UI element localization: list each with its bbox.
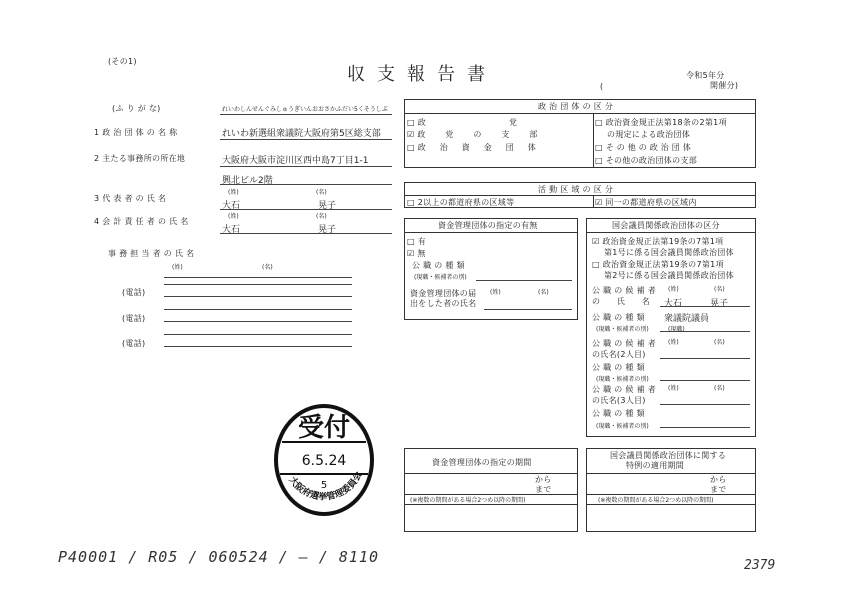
diet-cand-line [660, 306, 750, 307]
diet-office-type: 公 職 の 種 類 [592, 313, 645, 322]
stamp-ring-text: 大阪府選挙管理委員会 [286, 470, 365, 503]
checkbox-icon: □ [595, 118, 603, 127]
diet-cand2-b: の氏名(2人目) [592, 350, 646, 359]
diet-opt1-b: 第1号に係る国会議員関係政治団体 [604, 248, 734, 257]
diet-cand-b: の 氏 名 [592, 297, 651, 306]
phone-line-2a [164, 309, 352, 310]
period-open: ( [600, 82, 604, 91]
diet-header: 国会議員関係政治団体の区分 [612, 221, 720, 230]
acc-surname-label: (姓) [228, 213, 239, 220]
fund-no: ☑ 無 [407, 249, 426, 258]
phone-line-1b [164, 296, 352, 297]
fund-header: 資金管理団体の指定の有無 [438, 221, 538, 230]
acc-given: 晃子 [318, 225, 337, 235]
phone-label-3: (電話) [122, 339, 146, 348]
page-number: 2379 [744, 558, 776, 573]
diet-office-note: (現職・候補者の別) [596, 326, 649, 333]
fund-period-to: まで [535, 485, 552, 494]
rep-surname: 大石 [222, 201, 241, 211]
org-type-art18-b: の規定による政治団体 [607, 130, 690, 139]
period-close: 開催分) [710, 81, 739, 90]
org-name-line [220, 139, 392, 140]
org-type-header: 政 治 団 体 の 区 分 [538, 102, 614, 111]
diet-office-status: (現職) [668, 326, 685, 333]
diet-opt2: □ 政治資金規正法第19条の7第1項 [592, 260, 724, 269]
checkbox-checked-icon: ☑ [407, 130, 415, 139]
phone-line-2b [164, 321, 352, 322]
phone-line-3b [164, 346, 352, 347]
diet-office3-type: 公 職 の 種 類 [592, 409, 645, 418]
diet-cand2-surname-label: (姓) [668, 339, 679, 346]
staff-surname-label: (姓) [172, 264, 183, 271]
phone-line-3a [164, 334, 352, 335]
diet-period-note: (※複数の期間がある場合2つめ以降の期間) [598, 497, 714, 504]
rep-given: 晃子 [318, 201, 337, 211]
checkbox-icon: □ [407, 143, 415, 152]
org-type-party: □ 政 党 [407, 118, 518, 127]
fund-surname-label: (姓) [490, 289, 501, 296]
fund-given-label: (名) [538, 289, 549, 296]
diet-cand2-given-label: (名) [714, 339, 725, 346]
fund-designator-a: 資金管理団体の届 [410, 289, 477, 298]
area-header: 活 動 区 域 の 区 分 [538, 185, 614, 194]
stamp-date: 6.5.24 [301, 453, 347, 469]
address-line1-rule [220, 166, 392, 167]
address-line1: 大阪府大阪市淀川区西中島7丁目1-1 [222, 156, 369, 166]
fund-office-line [476, 280, 572, 281]
diet-cand-surname: 大石 [664, 299, 683, 309]
page-title: 収支報告書 [347, 64, 497, 85]
diet-cand3-surname-label: (姓) [668, 385, 679, 392]
org-type-art18: □ 政治資金規正法第18条の2第1項 [595, 118, 727, 127]
furigana-label: (ふ り が な) [112, 104, 161, 113]
staff-given-label: (名) [262, 264, 273, 271]
diet-cand-surname-label: (姓) [668, 286, 679, 293]
phone-line-1a [164, 284, 352, 285]
diet-period-to: まで [710, 485, 727, 494]
rep-given-label: (名) [316, 189, 327, 196]
phone-label-2: (電話) [122, 314, 146, 323]
staff-name-line [164, 277, 352, 278]
fund-period-header: 資金管理団体の指定の期間 [432, 458, 532, 467]
fund-period-from: から [535, 475, 552, 484]
checkbox-icon: □ [407, 118, 415, 127]
fund-period-note: (※複数の期間がある場合2つめ以降の期間) [410, 497, 526, 504]
org-type-branch: ☑ 政 党 の 支 部 [407, 130, 544, 139]
fund-designator-b: 出をした者の氏名 [410, 299, 477, 308]
diet-period-header-b: 特例の適用期間 [626, 461, 685, 470]
address-line2: 興北ビル2階 [222, 176, 273, 186]
diet-office2-type: 公 職 の 種 類 [592, 363, 645, 372]
diet-office-value: 衆議院議員 [664, 314, 710, 324]
page-label: (その1) [108, 57, 137, 66]
acc-surname: 大石 [222, 225, 241, 235]
diet-opt2-b: 第2号に係る国会議員関係政治団体 [604, 271, 734, 280]
acc-line [220, 233, 392, 234]
stamp-num: 5 [320, 480, 328, 491]
org-type-fund: □ 政 治 資 金 団 体 [407, 143, 539, 152]
diet-cand3-a: 公 職 の 候 補 者 [592, 385, 657, 394]
diet-cand2-line [660, 358, 750, 359]
fund-office-note: (現職・候補者の別) [414, 274, 467, 281]
area-single: ☑ 同一の都道府県の区域内 [595, 198, 697, 207]
acc-given-label: (名) [316, 213, 327, 220]
org-name-value: れいわ新選組衆議院大阪府第5区総支部 [222, 129, 381, 139]
diet-cand2-a: 公 職 の 候 補 者 [592, 339, 657, 348]
checkbox-checked-icon: ☑ [595, 198, 603, 207]
diet-opt1: ☑ 政治資金規正法第19条の7第1項 [592, 237, 724, 246]
fund-designator-line [484, 309, 572, 310]
org-type-other-branch: □ その他の政治団体の支部 [595, 156, 698, 165]
fund-office-type: 公 職 の 種 類 [412, 261, 465, 270]
checkbox-icon: □ [407, 198, 415, 207]
diet-office3-note: (現職・候補者の別) [596, 423, 649, 430]
checkbox-icon: □ [595, 143, 603, 152]
area-multi: □ 2以上の都道府県の区域等 [407, 198, 515, 207]
furigana-value: れいわしんせんぐみしゅうぎいんおおさかふだい5くそうしぶ [222, 106, 388, 113]
checkbox-checked-icon: ☑ [592, 237, 600, 246]
diet-office2-line [660, 380, 750, 381]
representative-label: 3 代 表 者 の 氏 名 [94, 194, 167, 203]
diet-cand-a: 公 職 の 候 補 者 [592, 286, 657, 295]
checkbox-checked-icon: ☑ [407, 249, 415, 258]
org-type-other: □ その他の政治団体 [595, 143, 694, 152]
checkbox-icon: □ [407, 237, 415, 246]
diet-office3-line [660, 427, 750, 428]
diet-cand3-line [660, 404, 750, 405]
fund-yes: □ 有 [407, 237, 427, 246]
address-label: 2 主たる事務所の所在地 [94, 154, 186, 163]
checkbox-icon: □ [592, 260, 600, 269]
bottom-code: P40001 / R05 / 060524 / ― / 8110 [58, 548, 379, 566]
accountant-label: 4 会 計 責 任 者 の 氏 名 [94, 217, 189, 226]
diet-period-from: から [710, 475, 727, 484]
reception-stamp [272, 402, 376, 518]
staff-label: 事 務 担 当 者 の 氏 名 [108, 249, 195, 258]
stamp-main: 受付 [297, 413, 351, 443]
rep-line [220, 209, 392, 210]
address-line2-rule [220, 184, 392, 185]
report-year: 令和5年分 [686, 71, 725, 80]
diet-cand3-given-label: (名) [714, 385, 725, 392]
diet-cand-given: 晃子 [710, 299, 729, 309]
furigana-line [220, 114, 392, 115]
diet-cand-given-label: (名) [714, 286, 725, 293]
checkbox-icon: □ [595, 156, 603, 165]
diet-period-header-a: 国会議員関係政治団体に関する [610, 451, 727, 460]
diet-cand3-b: の氏名(3人目) [592, 396, 646, 405]
phone-label-1: (電話) [122, 288, 146, 297]
diet-office2-note: (現職・候補者の別) [596, 376, 649, 383]
diet-office-line [660, 331, 750, 332]
rep-surname-label: (姓) [228, 189, 239, 196]
org-name-label: 1 政 治 団 体 の 名 称 [94, 128, 178, 137]
